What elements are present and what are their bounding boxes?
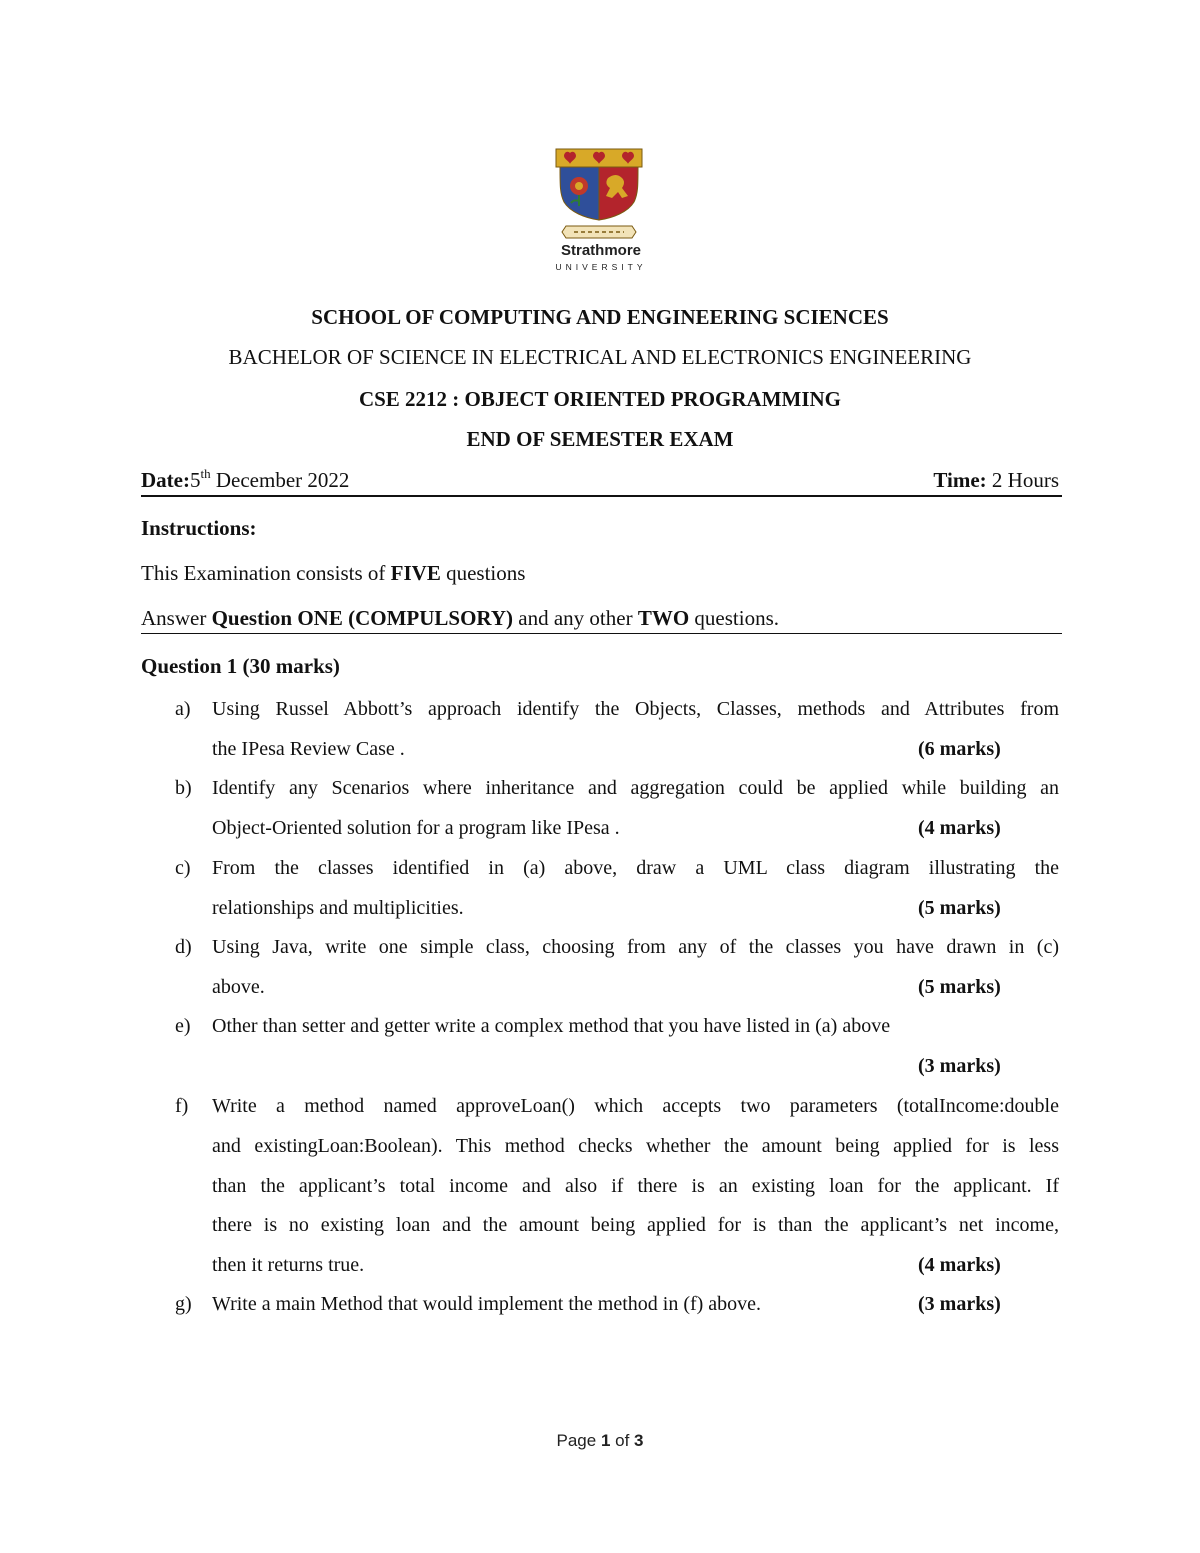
marks-label: (4 marks) (918, 817, 1001, 839)
page-of: of (610, 1431, 635, 1450)
instr-2-bold-2: TWO (637, 606, 690, 630)
marks-label: (3 marks) (918, 1055, 1001, 1077)
date-suffix: th (200, 466, 211, 481)
question-text-line: there is no existing loan and the amount being applied for is than the applicant’s net income, (212, 1214, 1059, 1236)
instr-2-post: questions. (689, 606, 779, 630)
question-text-line: the IPesa Review Case . (212, 738, 405, 760)
date-label: Date: (141, 468, 190, 492)
question-text-line: relationships and multiplicities. (212, 897, 464, 919)
instr-2-mid: and any other (513, 606, 638, 630)
question-text-line: Write a main Method that would implement the method in (f) above. (212, 1293, 762, 1315)
time-label: Time: (933, 468, 987, 492)
question-text-line: Write a method named approveLoan() which accepts two parameters (totalIncome:double (212, 1095, 1059, 1117)
instructions-line-1 (141, 561, 1059, 585)
instructions-title: Instructions: (141, 516, 257, 540)
page-footer (0, 1431, 1200, 1451)
question-text-line: above. (212, 976, 265, 998)
instr-2-bold-1: Question ONE (COMPULSORY) (211, 606, 514, 630)
question-label: e) (175, 1015, 191, 1037)
date-value: December 2022 (210, 468, 350, 492)
page-total: 3 (634, 1431, 644, 1450)
instr-1-pre: This Examination consists of (141, 561, 391, 585)
instr-2-pre: Answer (141, 606, 212, 630)
time-block (933, 468, 1059, 492)
question-label: d) (175, 936, 192, 958)
course-title: CSE 2212 : OBJECT ORIENTED PROGRAMMING (358, 387, 842, 411)
instructions-divider (141, 633, 1062, 634)
question-text-line: then it returns true. (212, 1254, 365, 1276)
marks-label: (6 marks) (918, 738, 1001, 760)
school-title: SCHOOL OF COMPUTING AND ENGINEERING SCIENCES (311, 305, 889, 329)
exam-title: END OF SEMESTER EXAM (466, 427, 734, 451)
question-label: f) (175, 1095, 189, 1117)
question-text-line: Using Russel Abbott’s approach identify the Objects, Classes, methods and Attributes from (212, 698, 1059, 720)
marks-label: (3 marks) (918, 1293, 1001, 1315)
question-text-line: and existingLoan:Boolean). This method checks whether the amount being applied for is less (212, 1135, 1059, 1157)
crest-icon (540, 146, 662, 242)
question-label: c) (175, 857, 191, 879)
logo-wordmark: Strathmore (560, 242, 642, 259)
logo-subtitle: UNIVERSITY (555, 262, 647, 272)
university-logo (540, 146, 662, 278)
instr-1-bold: FIVE (390, 561, 441, 585)
date-day: 5 (189, 468, 201, 492)
question-label: a) (175, 698, 191, 720)
date-time-row (141, 468, 1059, 492)
question-text-line: Object-Oriented solution for a program like IPesa . (212, 817, 620, 839)
page-label: Page (556, 1431, 601, 1450)
programme-title: BACHELOR OF SCIENCE IN ELECTRICAL AND ELECTRONICS ENGINEERING (228, 345, 972, 369)
header-divider (141, 495, 1062, 497)
question-text-line: than the applicant’s total income and also if there is an existing loan for the applicant. If (212, 1175, 1059, 1197)
marks-label: (5 marks) (918, 976, 1001, 998)
marks-label: (4 marks) (918, 1254, 1001, 1276)
question-text-line: Using Java, write one simple class, choosing from any of the classes you have drawn in (c) (212, 936, 1059, 958)
page-current: 1 (600, 1431, 611, 1450)
question-text-line: From the classes identified in (a) above, draw a UML class diagram illustrating the (212, 857, 1059, 879)
time-value: 2 Hours (986, 468, 1059, 492)
question-label: b) (175, 777, 192, 799)
question-text-line: Other than setter and getter write a complex method that you have listed in (a) above (212, 1015, 891, 1037)
marks-label: (5 marks) (918, 897, 1001, 919)
question-label: g) (175, 1293, 192, 1315)
question-text-line: Identify any Scenarios where inheritance and aggregation could be applied while building an (212, 777, 1059, 799)
question-1-title: Question 1 (30 marks) (141, 654, 340, 678)
instr-1-post: questions (440, 561, 526, 585)
date-block (141, 468, 349, 492)
instructions-line-2 (141, 606, 1059, 630)
